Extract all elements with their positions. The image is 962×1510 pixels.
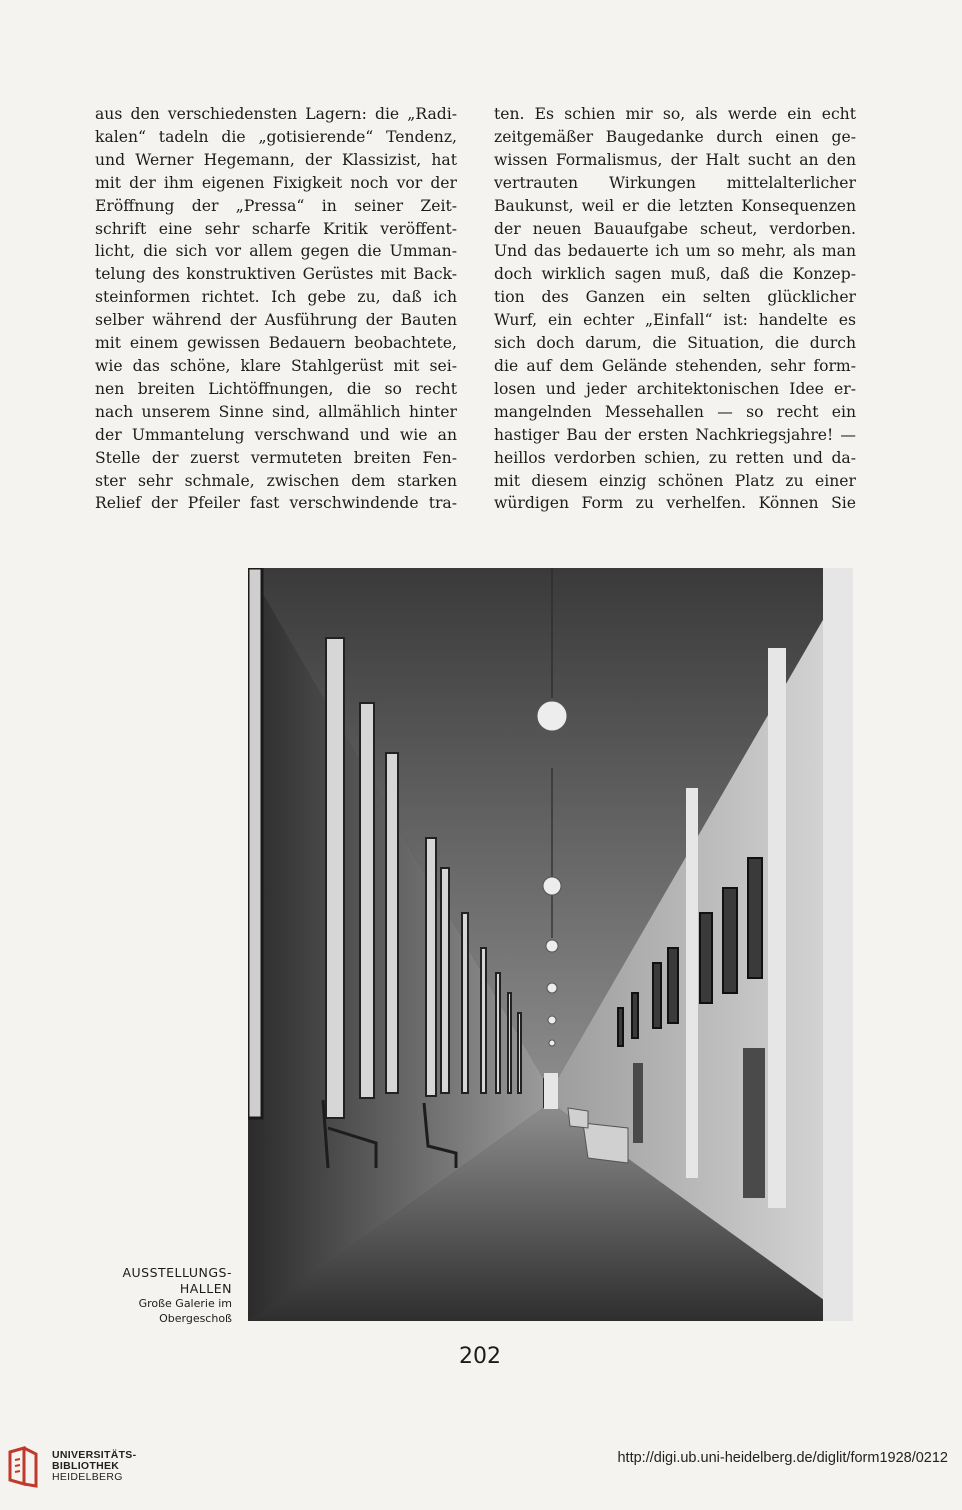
caption-title-line1: AUSSTELLUNGS- (122, 1265, 232, 1280)
gallery-photograph (248, 568, 853, 1321)
caption-sub-line1: Große Galerie im (138, 1297, 232, 1310)
text-line: nen breiten Lichtöffnungen, die so recht (95, 379, 457, 398)
text-line: licht, die sich vor allem gegen die Umman- (95, 242, 457, 261)
right-text-column (494, 103, 856, 515)
footer (0, 1440, 962, 1510)
text-line: Wurf, ein echter „Einfall“ ist: handelte es (494, 311, 856, 330)
text-line: doch wirklich sagen muß, daß die Konzep- (494, 265, 856, 284)
text-line: der Ummantelung verschwand und wie an (95, 425, 457, 444)
text-line: wissen Formalismus, der Halt sucht an den (494, 150, 856, 169)
text-line: wie das schöne, klare Stahlgerüst mit sei- (95, 356, 457, 375)
text-line: mit einem gewissen Bedauern beobachtete, (95, 334, 457, 353)
caption-sub-line2: Obergeschoß (159, 1311, 232, 1325)
source-url-link[interactable]: http://digi.ub.uni-heidelberg.de/diglit/form1928/0212 (617, 1450, 948, 1466)
library-logo-icon (6, 1446, 40, 1488)
text-line: mangelnden Messehallen — so recht ein (494, 402, 856, 421)
text-line: Relief der Pfeiler fast verschwindende tra- (95, 494, 457, 513)
text-line: zeitgemäßer Baugedanke durch einen ge- (494, 127, 856, 146)
photo-caption (80, 1265, 232, 1326)
text-line: telung des konstruktiven Gerüstes mit Back- (95, 265, 457, 284)
text-line: mit diesem einzig schönen Platz zu einer (494, 471, 856, 490)
library-name (52, 1450, 136, 1483)
text-line: tion des Ganzen ein selten glücklicher (494, 288, 856, 307)
text-line: der neuen Bauaufgabe scheut, verdorben. (494, 219, 856, 238)
text-line: schrift eine sehr scharfe Kritik veröffent- (95, 219, 457, 238)
text-line: ten. Es schien mir so, als werde ein echt (494, 105, 856, 123)
text-line: Baukunst, weil er die letzten Konsequenzen (494, 196, 856, 215)
text-line: nach unserem Sinne sind, allmählich hinter (95, 402, 457, 421)
text-line: kalen“ tadeln die „gotisierende“ Tendenz, (95, 127, 457, 146)
text-line: die auf dem Gelände stehenden, sehr form- (494, 356, 856, 375)
caption-title-line2: HALLEN (179, 1281, 232, 1296)
text-line: und Werner Hegemann, der Klassizist, hat (95, 150, 457, 169)
text-line: steinformen richtet. Ich gebe zu, daß ich (95, 288, 457, 307)
library-name-line1: UNIVERSITÄTS- (52, 1449, 137, 1461)
text-line: Stelle der zuerst vermuteten breiten Fen- (95, 448, 457, 467)
text-line: heillos verdorben schien, zu retten und da- (494, 448, 856, 467)
text-line: mit der ihm eigenen Fixigkeit noch vor der (95, 173, 457, 192)
text-line: Eröffnung der „Pressa“ in seiner Zeit- (95, 196, 457, 215)
library-name-line3: HEIDELBERG (52, 1471, 123, 1483)
text-line: losen und jeder architektonischen Idee er- (494, 379, 856, 398)
left-text-column (95, 103, 457, 515)
text-line: selber während der Ausführung der Bauten (95, 311, 457, 330)
text-line: sich doch darum, die Situation, die durch (494, 334, 856, 353)
library-name-line2: BIBLIOTHEK (52, 1460, 120, 1472)
text-line: Und das bedauerte ich um so mehr, als man (494, 242, 856, 261)
text-line: hastiger Bau der ersten Nachkriegsjahre! — (494, 425, 856, 444)
text-line: aus den verschiedensten Lagern: die „Radi- (95, 105, 457, 123)
text-line: ster sehr schmale, zwischen dem starken (95, 471, 457, 490)
page-number: 202 (459, 1344, 501, 1369)
text-line: würdigen Form zu verhelfen. Können Sie (494, 494, 856, 513)
text-line: vertrauten Wirkungen mittelalterlicher (494, 173, 856, 192)
